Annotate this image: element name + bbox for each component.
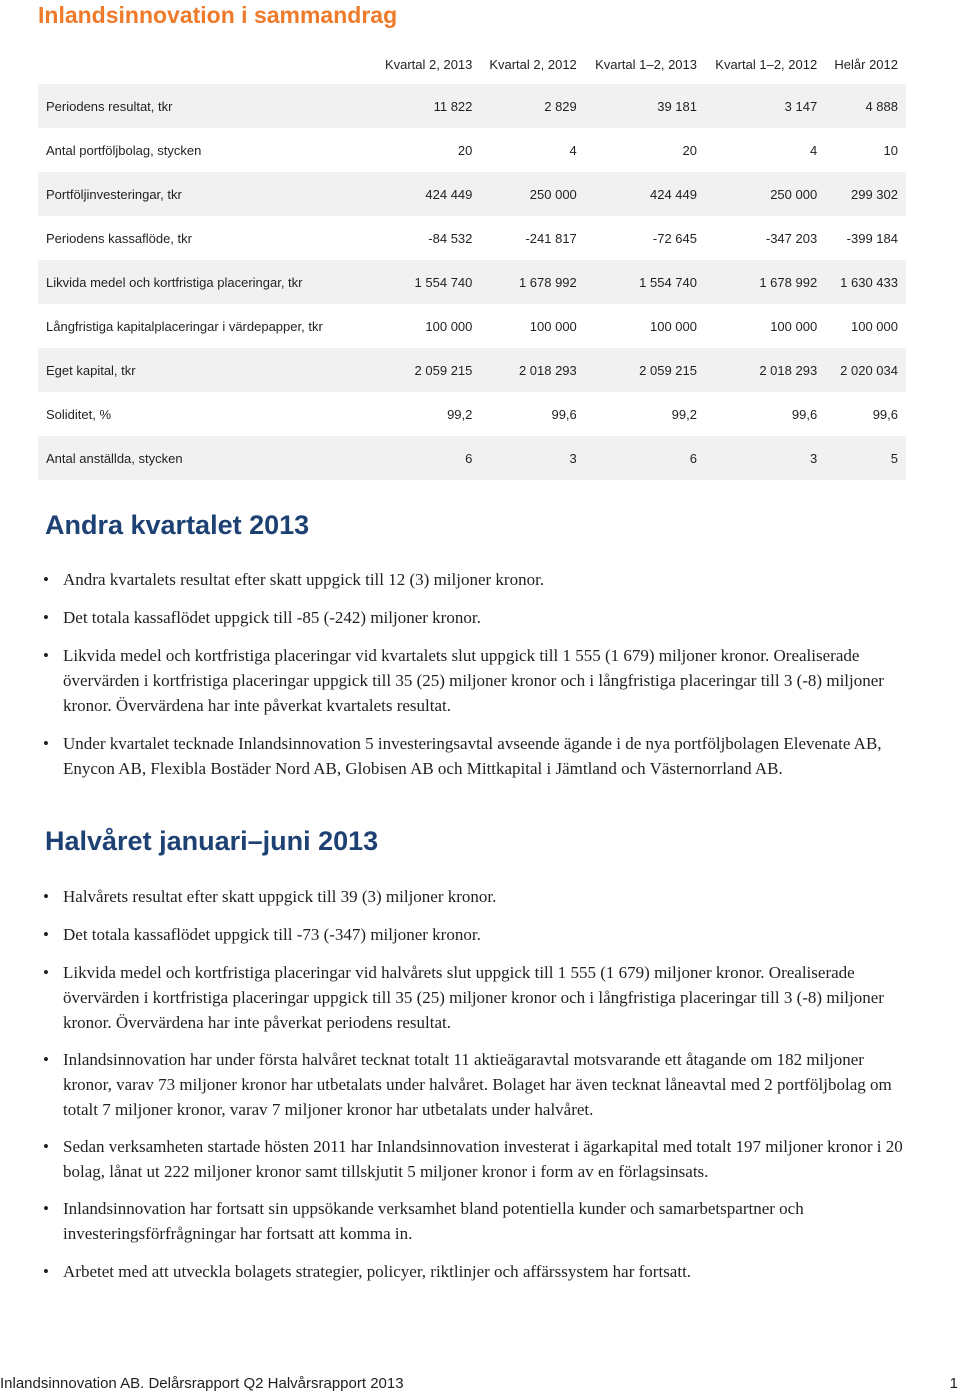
bullet-item: • Under kvartalet tecknade Inlandsinnovation 5 investeringsavtal avseende ägande i de nya portföljbolagen Elevenate AB, Enycon AB, Flexibla Bostäder Nord AB, Globisen AB och Mittkapital i Jämtland och Västernorrland AB. [63, 731, 903, 781]
row-label: Långfristiga kapitalplaceringar i värdepapper, tkr [38, 304, 376, 348]
table-cell: 99,6 [825, 392, 906, 436]
table-cell: 100 000 [585, 304, 705, 348]
table-row [38, 84, 906, 128]
table-cell: 100 000 [825, 304, 906, 348]
table-cell: -84 532 [376, 216, 480, 260]
bullet-list-h1 [63, 884, 903, 1284]
table-cell: 424 449 [376, 172, 480, 216]
bullet-item: • Det totala kassaflödet uppgick till -73 (-347) miljoner kronor. [63, 922, 903, 947]
bullet-item: • Halvårets resultat efter skatt uppgick till 39 (3) miljoner kronor. [63, 884, 903, 909]
table-cell: -399 184 [825, 216, 906, 260]
row-label: Periodens kassaflöde, tkr [38, 216, 376, 260]
header-q1-2-2013: Kvartal 1–2, 2013 [595, 56, 697, 72]
bullet-item: • Sedan verksamheten startade hösten 2011 har Inlandsinnovation investerat i ägarkapital med totalt 197 miljoner kronor i 20 bolag, lånat ut 222 miljoner kronor samt tillskjutit 5 miljoner kronor i form av en förlagsinsats. [63, 1134, 903, 1184]
table-cell: 2 018 293 [705, 348, 825, 392]
table-row [38, 260, 906, 304]
bullet-list-q2 [63, 567, 903, 781]
table-cell: 100 000 [705, 304, 825, 348]
table-row [38, 216, 906, 260]
table-cell: 2 059 215 [585, 348, 705, 392]
table-row [38, 172, 906, 216]
table-cell: 99,2 [585, 392, 705, 436]
table-row [38, 348, 906, 392]
header-label [38, 44, 376, 84]
table-cell: 100 000 [376, 304, 480, 348]
row-label: Antal portföljbolag, stycken [38, 128, 376, 172]
row-label: Periodens resultat, tkr [38, 84, 376, 128]
bullet-item: • Inlandsinnovation har fortsatt sin uppsökande verksamhet bland potentiella kunder och samarbetspartner och investeringsförfrågningar har fortsatt att komma in. [63, 1196, 903, 1246]
table-cell: 4 [480, 128, 584, 172]
header-full-year-2012: Helår 2012 [834, 56, 898, 72]
table-cell: -72 645 [585, 216, 705, 260]
table-cell: 100 000 [480, 304, 584, 348]
row-label: Likvida medel och kortfristiga placeringar, tkr [38, 260, 376, 304]
bullet-item: • Arbetet med att utveckla bolagets strategier, policyer, riktlinjer och affärssystem har fortsatt. [63, 1259, 903, 1284]
bullet-item: • Andra kvartalets resultat efter skatt uppgick till 12 (3) miljoner kronor. [63, 567, 903, 592]
table-cell: 99,6 [705, 392, 825, 436]
table-cell: 1 630 433 [825, 260, 906, 304]
table-cell: 11 822 [376, 84, 480, 128]
footer-text: Inlandsinnovation AB. Delårsrapport Q2 Halvårsrapport 2013 [0, 1375, 404, 1392]
table-header-row [38, 44, 906, 84]
table-cell: 3 147 [705, 84, 825, 128]
table-cell: 2 020 034 [825, 348, 906, 392]
header-q2-2013: Kvartal 2, 2013 [384, 56, 473, 72]
row-label: Eget kapital, tkr [38, 348, 376, 392]
header-q1-2-2012: Kvartal 1–2, 2012 [715, 56, 818, 72]
table-cell: 250 000 [480, 172, 584, 216]
row-label: Antal anställda, stycken [38, 436, 376, 480]
table-cell: 39 181 [585, 84, 705, 128]
row-label: Soliditet, % [38, 392, 376, 436]
table-cell: 1 678 992 [480, 260, 584, 304]
table-cell: 1 554 740 [376, 260, 480, 304]
table-cell: -347 203 [705, 216, 825, 260]
table-cell: 299 302 [825, 172, 906, 216]
table-cell: 99,2 [376, 392, 480, 436]
table-cell: 10 [825, 128, 906, 172]
row-label: Portföljinvesteringar, tkr [38, 172, 376, 216]
table-cell: 99,6 [480, 392, 584, 436]
section-heading-q2: Andra kvartalet 2013 [45, 510, 310, 540]
header-q2-2012: Kvartal 2, 2012 [489, 56, 577, 72]
section-heading-h1: Halvåret januari–juni 2013 [45, 826, 379, 856]
table-cell: 20 [376, 128, 480, 172]
table-cell: 250 000 [705, 172, 825, 216]
bullet-item: • Likvida medel och kortfristiga placeringar vid kvartalets slut uppgick till 1 555 (1 679) miljoner kronor. Orealiserade övervärden i kortfristiga placeringar uppgick till 35 (25) miljoner kronor och i långfristiga placeringar till 3 (-8) miljoner kronor. Övervärdena har inte påverkat kvartalets resultat. [63, 643, 903, 718]
table-row [38, 304, 906, 348]
table-cell: 6 [376, 436, 480, 480]
bullet-item: • Likvida medel och kortfristiga placeringar vid halvårets slut uppgick till 1 555 (1 679) miljoner kronor. Orealiserade övervärden i kortfristiga placeringar uppgick till 35 (25) miljoner kronor och i långfristiga placeringar till 3 (-8) miljoner kronor. Övervärdena har inte påverkat periodens resultat. [63, 960, 903, 1035]
summary-table [38, 44, 906, 480]
bullet-item: • Inlandsinnovation har under första halvåret tecknat totalt 11 aktieägaravtal motsvarande ett åtagande om 182 miljoner kronor, varav 73 miljoner kronor har utbetalats under halvåret. Bolaget har även tecknat låneavtal med 2 portföljbolag om totalt 7 miljoner kronor, varav 7 miljoner kronor har utbetalats under halvåret. [63, 1047, 903, 1122]
bullet-item: • Det totala kassaflödet uppgick till -85 (-242) miljoner kronor. [63, 605, 903, 630]
table-row [38, 436, 906, 480]
table-cell: 3 [705, 436, 825, 480]
table-cell: 5 [825, 436, 906, 480]
table-cell: 4 [705, 128, 825, 172]
table-cell: 424 449 [585, 172, 705, 216]
page-number: 1 [949, 1375, 958, 1392]
table-row [38, 392, 906, 436]
table-cell: 3 [480, 436, 584, 480]
table-cell: 4 888 [825, 84, 906, 128]
table-cell: 20 [585, 128, 705, 172]
table-cell: 1 554 740 [585, 260, 705, 304]
page-title: Inlandsinnovation i sammandrag [38, 2, 398, 28]
table-row [38, 128, 906, 172]
table-cell: -241 817 [480, 216, 584, 260]
table-cell: 2 829 [480, 84, 584, 128]
table-cell: 1 678 992 [705, 260, 825, 304]
table-cell: 2 059 215 [376, 348, 480, 392]
table-cell: 2 018 293 [480, 348, 584, 392]
table-cell: 6 [585, 436, 705, 480]
table-body [38, 84, 906, 480]
